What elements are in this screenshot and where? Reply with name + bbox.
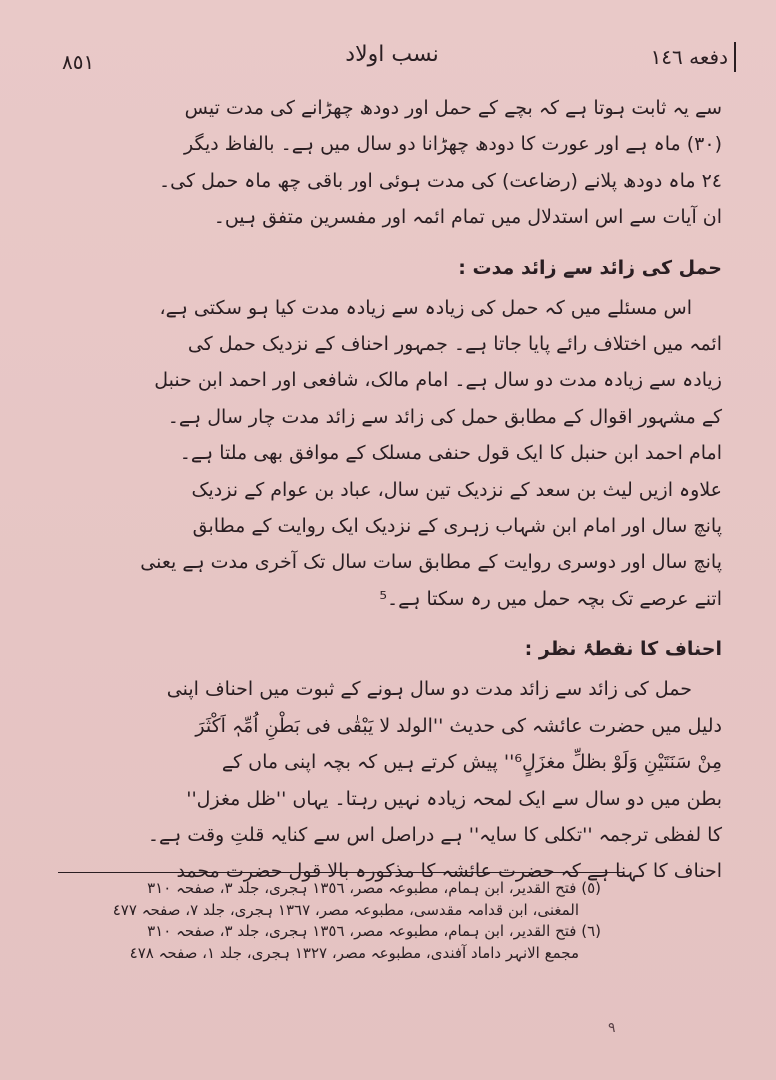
text-line: مِنْ سَنَتَیْنِ وَلَوْ بظلِّ مغزَلٍ⁶'' پیش کرتے ہیں کہ بچہ اپنی ماں کے	[221, 751, 722, 774]
text-line: سے یہ ثابت ہوتا ہے کہ بچے کے حمل اور دودھ چھڑانے کی مدت تیس	[184, 97, 722, 119]
section-heading-hanafi-view: احناف کا نقطۂ نظر :	[524, 638, 722, 661]
text-line: علاوہ ازیں لیث بن سعد کے نزدیک تین سال، عباد بن عوام کے نزدیک	[191, 478, 722, 501]
body-text	[58, 90, 722, 890]
text-line: دلیل میں حضرت عائشہ کی حدیث ''الولد لا یَبْقٰی فی بَطْنِ اُمِّہٖ اَکْثَرَ	[195, 714, 722, 737]
text-line: حمل کی زائد سے زائد مدت دو سال ہونے کے ثبوت میں احناف اپنی	[166, 678, 692, 701]
text-line: کا لفظی ترجمہ ''تکلی کا سایہ'' ہے دراصل اس سے کنایہ قلتِ وقت ہے۔	[147, 823, 722, 846]
text-line: احناف کا کہنا ہے کہ حضرت عائشہ کا مذکورہ بالا قول حضرت محمد	[176, 860, 722, 883]
text-line: زیادہ سے زیادہ مدت دو سال ہے۔ امام مالک، شافعی اور احمد ابن حنبل	[154, 369, 722, 392]
text-line: کے مشہور اقوال کے مطابق حمل کی زائد سے زائد مدت چار سال ہے۔	[167, 405, 722, 428]
footnote-6-cont: مجمع الانہر داماد آفندی، مطبوعہ مصر، ١٣٢٧ ہجری، جلد ١، صفحہ ٤٧٨	[129, 943, 579, 962]
section-number: دفعه ١٤٦	[643, 42, 736, 72]
hanafi-view-paragraph	[58, 671, 722, 889]
footnotes	[90, 878, 601, 964]
running-title: نسب اولاد	[345, 42, 439, 67]
text-line: پانچ سال اور دوسری روایت کے مطابق سات سال تک آخری مدت ہے یعنی	[140, 551, 722, 574]
intro-paragraph	[58, 90, 722, 236]
section-heading-max-duration: حمل کی زائد سے زائد مدت :	[458, 256, 722, 279]
footnote-6: (٦) فتح القدیر، ابن ہمام، مطبوعہ مصر، ١٣٥٦ ہجری، جلد ٣، صفحہ ٣١٠	[147, 922, 601, 940]
footnote-divider	[58, 872, 624, 873]
text-line: اتنے عرصے تک بچہ حمل میں رہ سکتا ہے۔⁵	[379, 587, 722, 610]
page-number: ٨٥١	[62, 50, 95, 74]
text-line: (٣٠) ماہ ہے اور عورت کا دودھ چھڑانا دو سال میں ہے۔ بالفاظ دیگر	[183, 133, 722, 156]
text-line: ائمہ میں اختلاف رائے پایا جاتا ہے۔ جمہور احناف کے نزدیک حمل کی	[187, 333, 722, 356]
page-header	[48, 38, 736, 78]
text-line: اس مسئلے میں کہ حمل کی زیادہ سے زیادہ مدت کیا ہو سکتی ہے،	[159, 296, 692, 319]
footnote-5-cont: المغنی، ابن قدامہ مقدسی، مطبوعہ مصر، ١٣٦٧ ہجری، جلد ٧، صفحہ ٤٧٧	[112, 900, 579, 919]
bottom-mark: ۹	[608, 1020, 616, 1036]
text-line: پانچ سال اور امام ابن شہاب زہری کے نزدیک ایک روایت کے مطابق	[192, 515, 722, 538]
text-line: ان آیات سے اس استدلال میں تمام ائمہ اور مفسرین متفق ہیں۔	[213, 206, 722, 229]
max-duration-paragraph	[58, 290, 722, 618]
text-line: امام احمد ابن حنبل کا ایک قول حنفی مسلک کے موافق بھی ملتا ہے۔	[179, 442, 722, 465]
text-line: ٢٤ ماہ دودھ پلانے (رضاعت) کی مدت ہوئی اور باقی چھ ماہ حمل کی۔	[159, 169, 722, 192]
text-line: بطن میں دو سال سے ایک لمحہ زیادہ نہیں رہتا۔ یہاں ''ظل مغزل''	[186, 787, 722, 810]
footnote-5: (٥) فتح القدیر، ابن ہمام، مطبوعہ مصر، ١٣٥٦ ہجری، جلد ٣، صفحہ ٣١٠	[147, 879, 601, 897]
